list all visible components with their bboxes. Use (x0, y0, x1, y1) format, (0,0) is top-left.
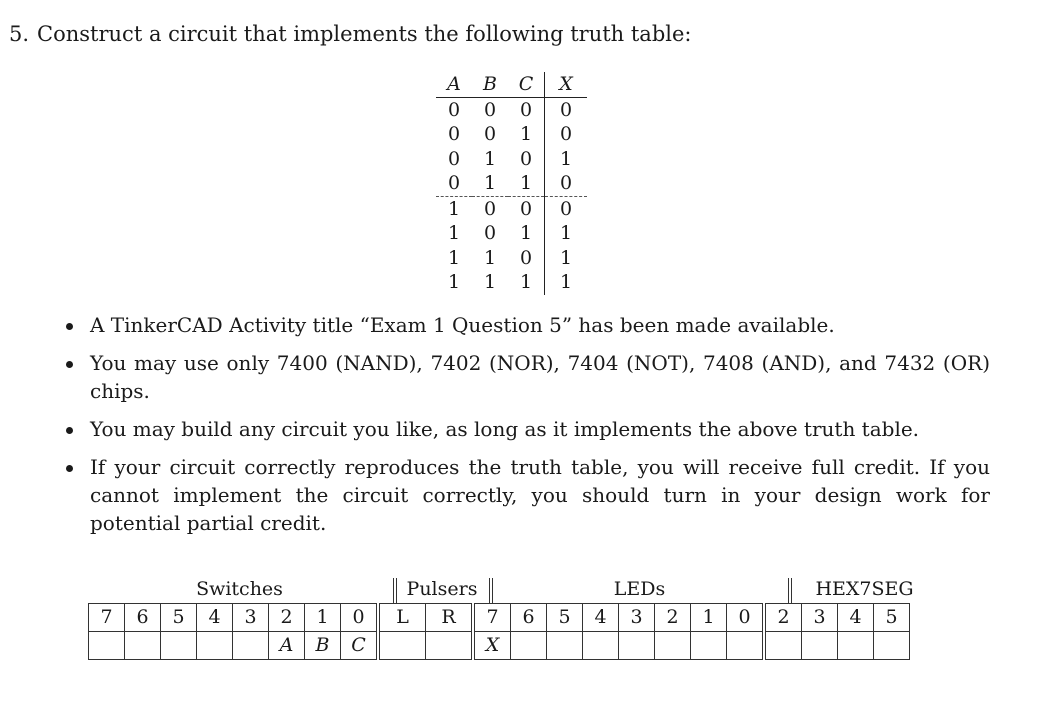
table-row (436, 122, 587, 147)
switch-assignment (125, 632, 161, 660)
pulser-label: R (426, 604, 474, 632)
truth-table-header (436, 72, 587, 97)
bullet-icon (66, 465, 73, 472)
switch-number: 1 (305, 604, 341, 632)
tt-cell: 1 (519, 222, 533, 244)
hex-assignment (838, 632, 874, 660)
hex-number: 5 (874, 604, 910, 632)
switch-number: 6 (125, 604, 161, 632)
hex-number: 2 (764, 604, 802, 632)
hex-assignment (874, 632, 910, 660)
tt-cell: 1 (447, 271, 461, 293)
led-assignment (691, 632, 727, 660)
switch-number: 5 (161, 604, 197, 632)
bullet-text: If your circuit correctly reproduces the truth table, you will receive full credit. If you cannot implement the circuit correctly, you should turn in your design work for potential partial credit. (90, 455, 990, 535)
pulser-assignment (378, 632, 426, 660)
switch-assignment (161, 632, 197, 660)
question (9, 22, 692, 46)
io-assignment-row (89, 632, 910, 660)
led-assignment (655, 632, 691, 660)
switch-number: 0 (341, 604, 379, 632)
switches-header: Switches (196, 578, 283, 600)
led-number: 1 (691, 604, 727, 632)
tt-cell: 0 (519, 246, 533, 269)
tt-cell: 0 (447, 172, 461, 194)
tt-cell: 0 (447, 123, 461, 145)
switch-assignment: A (269, 632, 305, 660)
tt-header-x: X (545, 72, 588, 97)
tt-cell: 1 (545, 221, 588, 246)
led-assignment: X (473, 632, 511, 660)
table-row (436, 97, 587, 122)
list-item (60, 349, 990, 405)
tt-cell: 0 (545, 171, 588, 196)
hex-number: 4 (838, 604, 874, 632)
tt-cell: 0 (519, 98, 533, 121)
led-number: 0 (727, 604, 765, 632)
tt-header-b: B (472, 72, 508, 97)
tt-cell: 0 (483, 123, 497, 145)
tt-cell: 1 (483, 271, 497, 293)
tt-cell: 0 (545, 122, 588, 147)
pulsers-header: Pulsers (406, 578, 478, 600)
bullet-icon (66, 361, 73, 368)
led-number: 4 (583, 604, 619, 632)
table-row (436, 171, 587, 196)
io-number-row (89, 604, 910, 632)
tt-cell: 1 (447, 246, 461, 269)
bullet-text: You may build any circuit you like, as long as it implements the above truth table. (90, 417, 920, 441)
hex-assignment (764, 632, 802, 660)
list-item (60, 453, 990, 537)
led-assignment (583, 632, 619, 660)
led-number: 3 (619, 604, 655, 632)
switch-assignment (233, 632, 269, 660)
bullet-text: A TinkerCAD Activity title “Exam 1 Question 5” has been made available. (90, 313, 835, 337)
led-number: 6 (511, 604, 547, 632)
led-number: 2 (655, 604, 691, 632)
leds-header: LEDs (613, 578, 666, 600)
table-row (436, 196, 587, 221)
bullet-icon (66, 427, 73, 434)
truth-table (436, 72, 587, 295)
tt-cell: 1 (519, 123, 533, 145)
tt-header-c: C (508, 72, 545, 97)
switch-assignment: B (305, 632, 341, 660)
tt-cell: 1 (545, 246, 588, 271)
switch-number: 7 (89, 604, 125, 632)
tt-cell: 1 (519, 172, 533, 194)
hex-number: 3 (802, 604, 838, 632)
switch-assignment (197, 632, 233, 660)
tt-cell: 1 (519, 271, 533, 293)
led-assignment (547, 632, 583, 660)
question-text: Construct a circuit that implements the following truth table: (37, 22, 692, 46)
switch-number: 2 (269, 604, 305, 632)
question-number: 5. (9, 22, 30, 46)
tt-cell: 1 (545, 147, 588, 172)
tt-cell: 1 (483, 172, 497, 194)
tt-cell: 0 (472, 196, 508, 221)
tt-cell: 0 (519, 147, 533, 170)
hex7seg-header: HEX7SEG (815, 578, 914, 600)
bullet-icon (66, 323, 73, 330)
tt-cell: 0 (447, 98, 461, 121)
tt-cell: 0 (447, 147, 461, 170)
tt-cell: 1 (545, 270, 588, 295)
tt-cell: 1 (483, 147, 497, 170)
tt-cell: 1 (447, 222, 461, 244)
table-row (436, 221, 587, 246)
table-row (436, 147, 587, 172)
tt-cell: 0 (545, 196, 588, 221)
led-number: 5 (547, 604, 583, 632)
led-assignment (619, 632, 655, 660)
bullet-text: You may use only 7400 (NAND), 7402 (NOR), 7404 (NOT), 7408 (AND), and 7432 (OR) chips. (90, 351, 990, 403)
led-assignment (511, 632, 547, 660)
list-item (60, 415, 990, 443)
switch-assignment (89, 632, 125, 660)
tt-cell: 0 (483, 222, 497, 244)
led-number: 7 (473, 604, 511, 632)
table-row (436, 270, 587, 295)
tt-cell: 1 (436, 196, 472, 221)
list-item (60, 311, 990, 339)
tt-cell: 0 (483, 98, 497, 121)
tt-header-a: A (436, 72, 472, 97)
tt-cell: 0 (508, 196, 545, 221)
switch-assignment: C (341, 632, 379, 660)
table-row (436, 246, 587, 271)
switch-number: 3 (233, 604, 269, 632)
tt-cell: 1 (483, 246, 497, 269)
led-assignment (727, 632, 765, 660)
switch-number: 4 (197, 604, 233, 632)
tt-cell: 0 (545, 97, 588, 122)
instructions-list (60, 311, 990, 547)
io-assignment-table (88, 603, 910, 660)
hex-assignment (802, 632, 838, 660)
pulser-label: L (378, 604, 426, 632)
io-group-headers (88, 578, 938, 604)
pulser-assignment (426, 632, 474, 660)
